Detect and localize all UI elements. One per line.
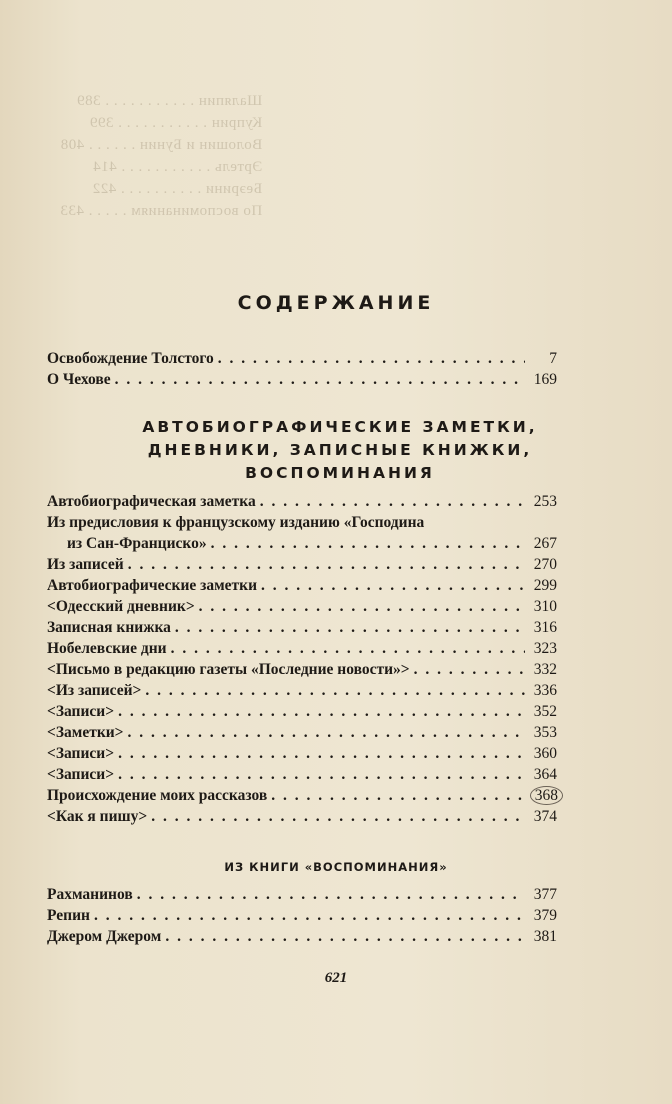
leader-dots xyxy=(271,787,525,805)
toc-section-main xyxy=(47,350,557,392)
toc-section-memoirs xyxy=(47,886,557,949)
toc-entry[interactable] xyxy=(47,514,557,535)
leader-dots xyxy=(118,745,525,763)
toc-entry-title: <Записи> xyxy=(47,766,115,783)
toc-entry-title: Записная книжка xyxy=(47,619,171,636)
toc-entry-title: <Записи> xyxy=(47,703,115,720)
section-heading-line: ВОСПОМИНАНИЯ xyxy=(245,464,435,482)
leader-dots xyxy=(145,682,525,700)
toc-entry-page: 374 xyxy=(533,808,557,825)
toc-entry-title: Происхождение моих рассказов xyxy=(47,787,268,804)
toc-entry[interactable] xyxy=(47,745,557,766)
toc-entry[interactable] xyxy=(47,928,557,949)
page-number: 621 xyxy=(324,970,348,986)
leader-dots xyxy=(94,907,525,925)
toc-entry[interactable] xyxy=(47,682,557,703)
toc-entry-title: <Из записей> xyxy=(47,682,142,699)
toc-entry[interactable] xyxy=(47,808,557,829)
section-heading xyxy=(80,416,600,485)
toc-entry-page: 352 xyxy=(533,703,557,720)
toc-entry-page: 299 xyxy=(533,577,557,594)
toc-entry[interactable] xyxy=(47,577,557,598)
toc-entry-page: 332 xyxy=(533,661,557,678)
leader-dots xyxy=(260,493,525,511)
toc-entry[interactable] xyxy=(47,886,557,907)
toc-entry[interactable] xyxy=(47,787,557,808)
leader-dots xyxy=(414,661,525,679)
section-heading-line: ДНЕВНИКИ, ЗАПИСНЫЕ КНИЖКИ, xyxy=(147,441,533,459)
toc-entry-page: 360 xyxy=(533,745,557,762)
leader-dots xyxy=(151,808,525,826)
toc-entry-page: 323 xyxy=(533,640,557,657)
toc-entry-title: Из записей xyxy=(47,556,124,573)
toc-entry[interactable] xyxy=(47,598,557,619)
toc-entry[interactable] xyxy=(47,640,557,661)
toc-entry-title: <Письмо в редакцию газеты «Последние новости»> xyxy=(47,661,410,678)
leader-dots xyxy=(118,766,525,784)
toc-entry[interactable] xyxy=(47,493,557,514)
toc-entry[interactable] xyxy=(47,703,557,724)
toc-entry-page: 267 xyxy=(533,535,557,552)
page-title: СОДЕРЖАНИЕ xyxy=(237,292,435,314)
leader-dots xyxy=(128,724,525,742)
toc-entry-continuation[interactable] xyxy=(47,535,557,556)
leader-dots xyxy=(218,350,525,368)
leader-dots xyxy=(199,598,525,616)
leader-dots xyxy=(175,619,525,637)
pencil-circle-mark: 368 xyxy=(530,786,563,805)
toc-entry-title: Автобиографическая заметка xyxy=(47,493,256,510)
toc-entry-page: 379 xyxy=(533,907,557,924)
leader-dots xyxy=(137,886,525,904)
toc-entry[interactable] xyxy=(47,907,557,928)
toc-entry-title: <Записи> xyxy=(47,745,115,762)
leader-dots xyxy=(118,703,525,721)
leader-dots xyxy=(128,556,525,574)
toc-entry-page: 7 xyxy=(549,350,557,367)
toc-entry[interactable] xyxy=(47,556,557,577)
toc-entry-page: 336 xyxy=(533,682,557,699)
toc-entry[interactable] xyxy=(47,371,557,392)
toc-entry-title: <Как я пишу> xyxy=(47,808,148,825)
section-heading-line: АВТОБИОГРАФИЧЕСКИЕ ЗАМЕТКИ, xyxy=(142,418,538,436)
toc-entry-page: 253 xyxy=(533,493,557,510)
toc-entry-title: Нобелевские дни xyxy=(47,640,167,657)
toc-entry[interactable] xyxy=(47,724,557,745)
toc-entry-title: <Заметки> xyxy=(47,724,124,741)
leader-dots xyxy=(211,535,525,553)
leader-dots xyxy=(261,577,525,595)
toc-entry-title: <Одесский дневник> xyxy=(47,598,195,615)
toc-entry-title: Джером Джером xyxy=(47,928,162,945)
toc-entry-page: 353 xyxy=(533,724,557,741)
toc-entry-page: 381 xyxy=(533,928,557,945)
toc-entry-title: О Чехове xyxy=(47,371,111,388)
leader-dots xyxy=(115,371,525,389)
toc-entry[interactable] xyxy=(47,766,557,787)
section-subheading: ИЗ КНИГИ «ВОСПОМИНАНИЯ» xyxy=(224,860,448,874)
leader-dots xyxy=(165,928,525,946)
toc-entry-title: Освобождение Толстого xyxy=(47,350,214,367)
toc-entry-title: Автобиографические заметки xyxy=(47,577,258,594)
toc-section-autobiographical xyxy=(47,493,557,829)
toc-entry-page: 316 xyxy=(533,619,557,636)
toc-entry-page: 270 xyxy=(533,556,557,573)
toc-entry-page: 169 xyxy=(533,371,557,388)
toc-entry[interactable] xyxy=(47,350,557,371)
toc-entry-title: Репин xyxy=(47,907,90,924)
toc-entry[interactable] xyxy=(47,661,557,682)
toc-entry-title: Рахманинов xyxy=(47,886,133,903)
toc-entry-page-circled xyxy=(529,787,557,805)
toc-entry-title: Из предисловия к французскому изданию «Господина xyxy=(47,514,425,531)
bleed-through-text: Шаляпин . . . . . . . . . . . 389 Куприн . . . . . . . . . . . 399 Волошин и Бунин . . . . . . 408 Эртель . . . . . . . . . . . 414 Беэрини . . . . . . . . . . 422 По воспоминаниям . . . . . 433 xyxy=(60,93,263,219)
toc-entry-title: из Сан-Франциско» xyxy=(67,535,207,552)
leader-dots xyxy=(171,640,525,658)
toc-entry[interactable] xyxy=(47,619,557,640)
toc-entry-page: 310 xyxy=(533,598,557,615)
toc-entry-page: 377 xyxy=(533,886,557,903)
toc-entry-page: 364 xyxy=(533,766,557,783)
